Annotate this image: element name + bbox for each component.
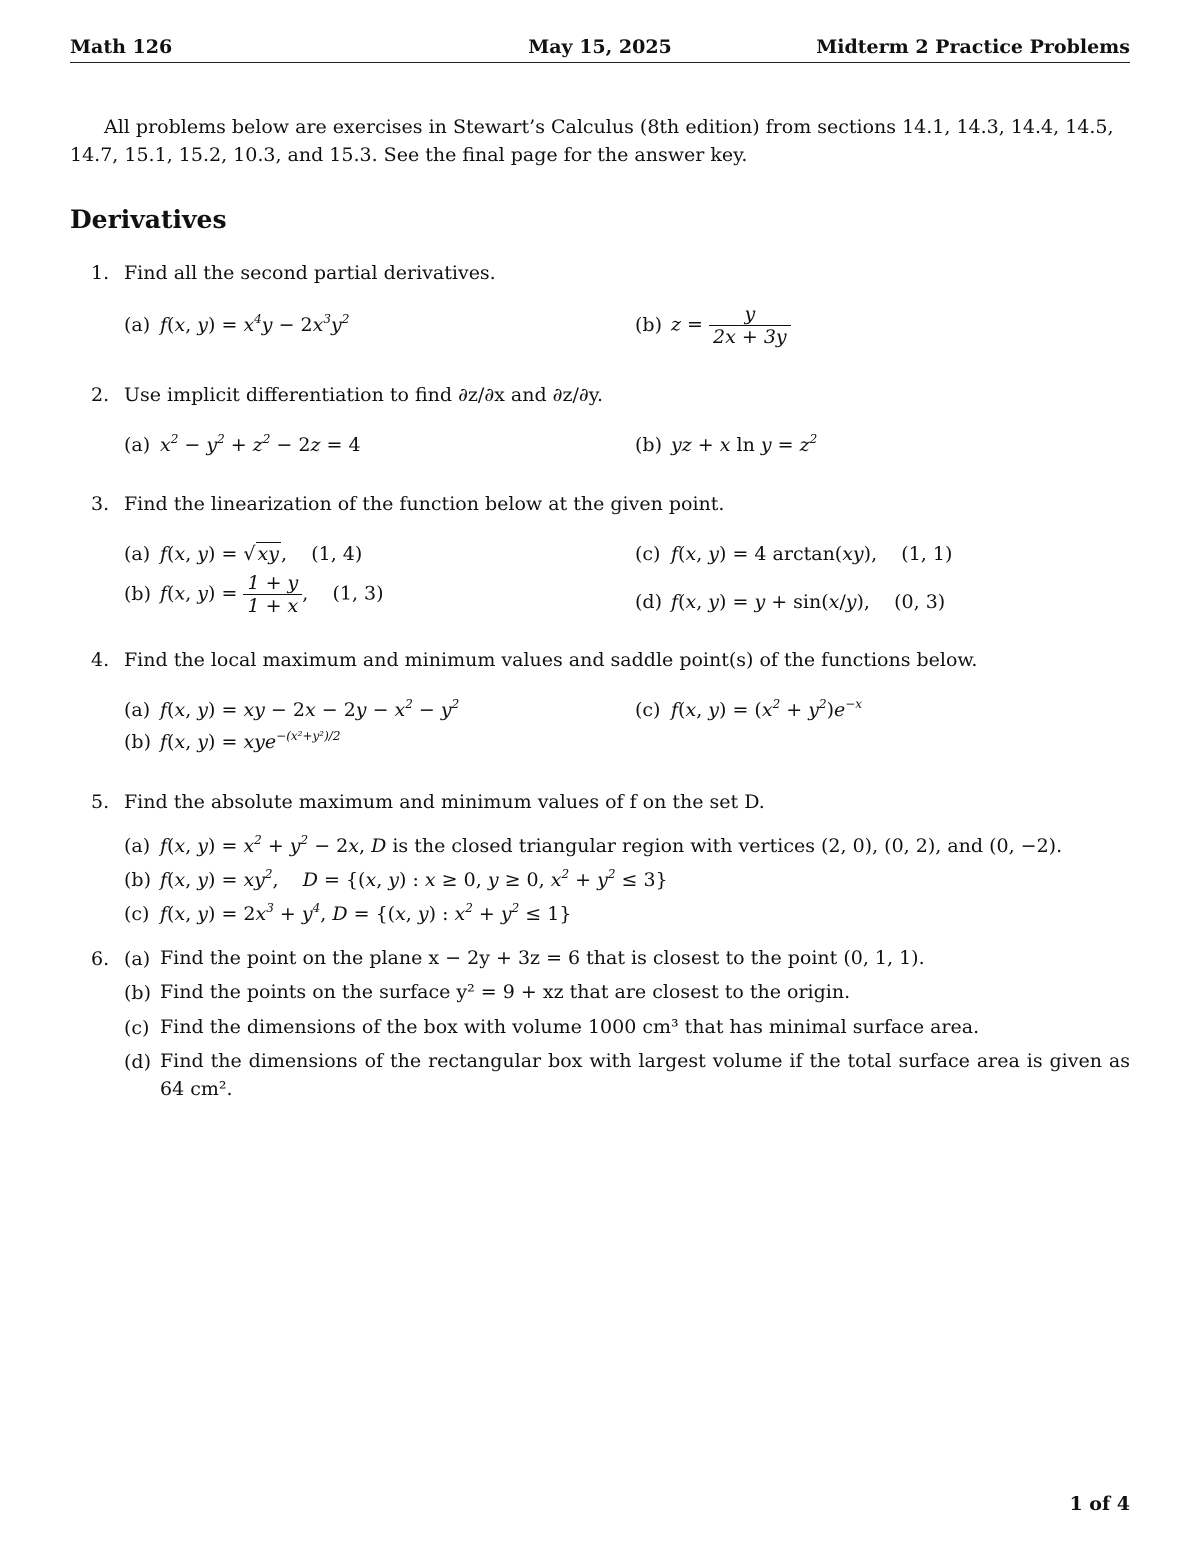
problem-2b: (b) yz + x $\ln y = z^2$ <box>635 432 818 456</box>
problem-1-text: Find all the second partial derivatives. <box>124 262 496 284</box>
problem-1-number: 1. <box>91 262 110 284</box>
problem-5b: (b) f(x, $y) = xy^2$, D = {(x, y) : x ≥ 0, y ≥ 0, $x^2 + y^2 \le 3$} <box>124 867 668 891</box>
section-title: Derivatives <box>70 205 227 234</box>
problem-6c-label: (c) <box>124 1017 150 1039</box>
problem-6c: Find the dimensions of the box with volume 1000 cm³ that has minimal surface area. <box>160 1016 980 1038</box>
exam-date: May 15, 2025 <box>528 36 672 58</box>
problem-5c: (c) f(x, $y) = 2x^3 + y^4$, D = {(x, y) : $x^2 + y^2 \le 1$} <box>124 901 572 925</box>
problem-4-number: 4. <box>91 649 110 671</box>
part-label: (c) <box>124 903 150 925</box>
problem-6a-label: (a) <box>124 948 151 970</box>
intro-paragraph: All problems below are exercises in Stewart’s Calculus (8th edition) from sections 14.1, 14.3, 14.4, 14.5, 14.7, 15.1, 15.2, 10.3, and 15.3. See the final page for the answer key. <box>70 116 1114 166</box>
part-label: (a) <box>124 434 151 456</box>
problem-6a: Find the point on the plane x − 2y + 3z = 6 that is closest to the point (0, 1, 1). <box>160 947 925 969</box>
part-label: (b) <box>635 313 662 336</box>
problem-4a: (a) f(x, y) = xy − $2x - 2y - x^2 - y^2$ <box>124 697 460 721</box>
fraction: $\frac{y}{2x + 3y}$ <box>709 303 791 348</box>
part-label: (b) <box>124 731 151 753</box>
problem-4c: (c) f(x, $y) = (x^2 + y^2)e^{-x}$ <box>635 697 863 721</box>
problem-6b-label: (b) <box>124 982 151 1004</box>
problem-3d: (d) f(x, y) = y + sin(x/y), (0, 3) <box>635 591 946 613</box>
problem-4-text: Find the local maximum and minimum values and saddle point(s) of the functions below. <box>124 649 978 671</box>
problem-3-text: Find the linearization of the function below at the given point. <box>124 493 725 515</box>
problem-6d-label: (d) <box>124 1051 151 1073</box>
part-label: (c) <box>635 543 661 565</box>
header-rule <box>70 62 1130 63</box>
part-label: (a) <box>124 543 151 565</box>
problem-6b: Find the points on the surface y² = 9 + xz that are closest to the origin. <box>160 981 851 1003</box>
problem-5-text: Find the absolute maximum and minimum values of f on the set D. <box>124 791 765 813</box>
part-label: (a) <box>124 314 151 336</box>
fraction: $\frac{1 + y}{1 + x}$ <box>243 572 302 617</box>
problem-2-number: 2. <box>91 384 110 406</box>
part-label: (c) <box>635 699 661 721</box>
part-label: (a) <box>124 835 151 857</box>
problem-2-text: Use implicit differentiation to find ∂z/∂x and ∂z/∂y. <box>124 384 603 406</box>
problem-5-number: 5. <box>91 791 110 813</box>
part-label: (b) <box>124 869 151 891</box>
page-header <box>70 36 1130 62</box>
part-label: (d) <box>635 591 662 613</box>
part-label: (b) <box>635 434 662 456</box>
problem-1b: (b) z = $\frac{y}{2x + 3y}$ <box>635 303 791 348</box>
page-number: 1 of 4 <box>1069 1493 1130 1515</box>
problem-3a: (a) f(x, y) = √ xy , (1, 4) <box>124 543 363 565</box>
problem-3b: (b) f(x, y) = $\frac{1 + y}{1 + x}$ , (1, 3) <box>124 572 384 617</box>
problem-5a: (a) f(x, $y) = x^2 + y^2 - 2x$, D is the closed triangular region with vertices (2, 0), (0, 2), and (0, −2). <box>124 833 1063 857</box>
problem-6-number: 6. <box>91 948 110 970</box>
part-label: (a) <box>124 699 151 721</box>
problem-6d: Find the dimensions of the rectangular box with largest volume if the total surface area is given as 64 cm². <box>160 1050 1130 1100</box>
problem-2a: (a) $x^2 - y^2 + z^2 - 2z = 4$ <box>124 432 361 456</box>
problem-1a: (a) f(x, $y) = x^4y - 2x^3y^2$ <box>124 312 350 336</box>
problem-3c: (c) f(x, y) = 4 arctan(xy), (1, 1) <box>635 543 953 565</box>
part-label: (b) <box>124 582 151 605</box>
problem-3-number: 3. <box>91 493 110 515</box>
course-name: Math 126 <box>70 36 173 58</box>
document-title: Midterm 2 Practice Problems <box>816 36 1130 58</box>
problem-4b: (b) f(x, y) = xye$^{-(x^2+y^2)/2}$ <box>124 729 341 753</box>
